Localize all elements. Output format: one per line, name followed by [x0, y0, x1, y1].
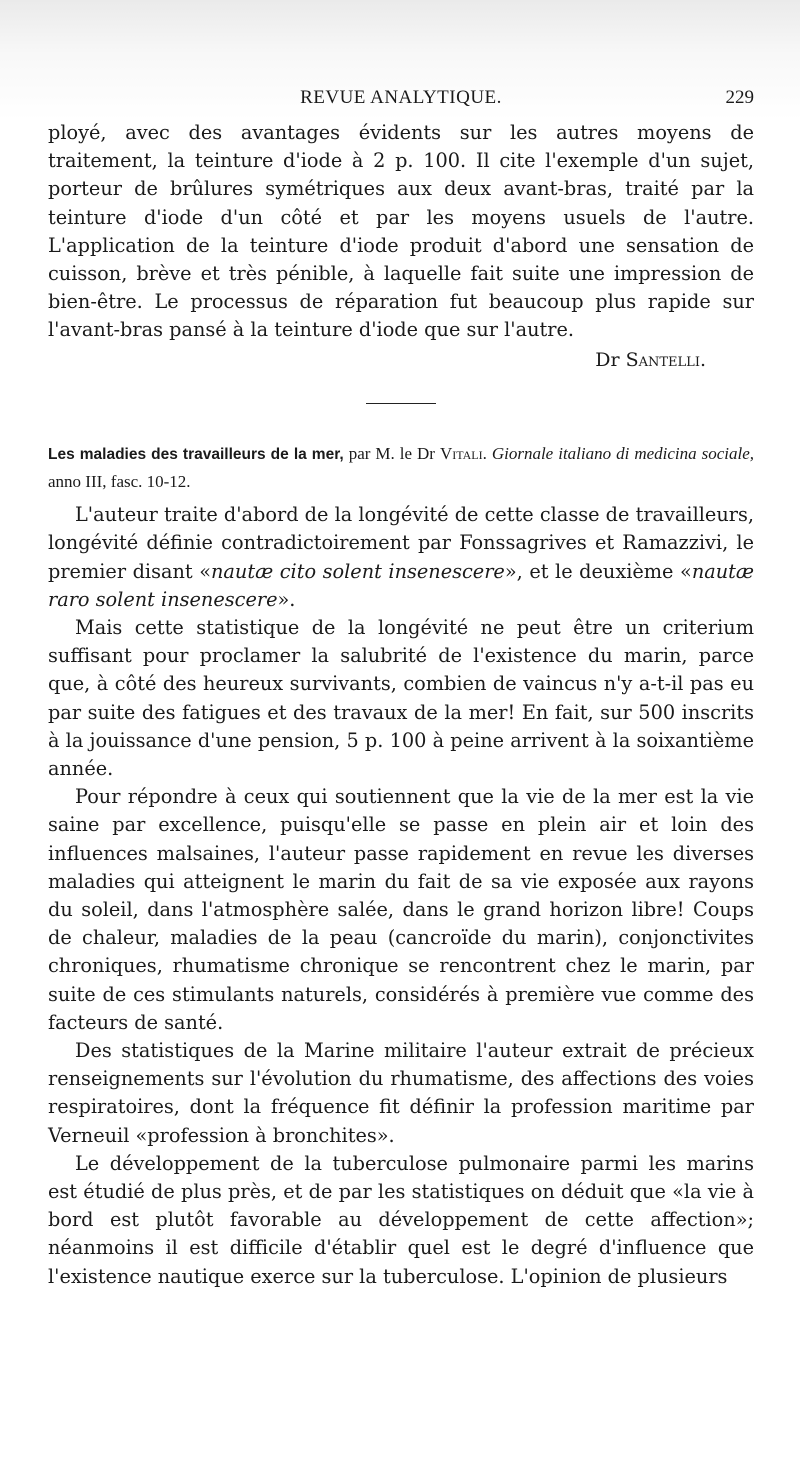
article-paragraph-4: Des statistiques de la Marine militaire l'auteur extrait de précieux renseignements sur l'évolution du rhumatisme, des affections des voies respiratoires, dont la fréquence fit définir la profession maritime par Verneuil «profession à bronchites».: [48, 1038, 754, 1147]
article-title: Les maladies des travailleurs de la mer,: [48, 446, 344, 464]
p1-latin-quote-2: nautæ raro solent insenescere: [48, 559, 755, 611]
p1-latin-quote-1: nautæ cito solent insenescere: [211, 559, 505, 583]
article-paragraph-1: [48, 501, 754, 614]
article-author-name: Vitali.: [439, 444, 487, 464]
previous-article-paragraph: ployé, avec des avantages évidents sur les autres moyens de traitement, la teinture d'iode à 2 p. 100. Il cite l'exemple d'un sujet, porteur de brûlures symétriques aux deux avant-bras, traité par la teinture d'iode d'un côté et par les moyens usuels de l'autre. L'application de la teinture d'iode produit d'abord une sensation de cuisson, brève et très pénible, à laquelle fait suite une impression de bien-être. Le processus de réparation fut beaucoup plus rapide sur l'avant-bras pansé à la teinture d'iode que sur l'autre.: [48, 121, 754, 342]
article-heading: [48, 440, 754, 495]
article-paragraph-5: Le développement de la tuberculose pulmonaire parmi les marins est étudié de plus près, et de par les statistiques on déduit que «la vie à bord est plutôt favorable au développement de cette affection»; néanmoins il est difficile d'établir quel est le degré d'influence que l'existence nautique exerce sur la tuberculose. L'opinion de plusieurs: [48, 1151, 754, 1288]
section-divider: [366, 403, 436, 405]
p1-end: ».: [277, 587, 296, 611]
article-paragraph-3: Pour répondre à ceux qui soutiennent que la vie de la mer est la vie saine par excellence, puisqu'elle se passe en plein air et loin des influences malsaines, l'auteur passe rapidement en revue les diverses maladies qui atteignent le marin du fait de sa vie exposée aux rayons du soleil, dans l'atmosphère salée, dans le grand horizon libre! Coups de chaleur, maladies de la peau (cancroïde du marin), conjonctivites chroniques, rhumatisme chronique se rencontrent chez le marin, par suite de ces stimulants naturels, considérés à première vue comme des facteurs de santé.: [48, 785, 754, 1034]
article-paragraph-2: Mais cette statistique de la longévité ne peut être un criterium suffisant pour proclamer la salubrité de l'existence du marin, parce que, à côté des heureux survivants, combien de vaincus n'y a-t-il pas eu par suite des fatigues et des travaux de la mer! En fait, sur 500 inscrits à la jouissance d'une pension, 5 p. 100 à peine arrivent à la soixantième année.: [48, 615, 754, 780]
running-title: REVUE ANALYTIQUE.: [300, 87, 502, 108]
page-number: 229: [725, 87, 754, 108]
signature: [48, 349, 754, 371]
article-citation: anno III, fasc. 10-12.: [48, 472, 191, 492]
running-head: [48, 85, 754, 119]
p1-start: L'auteur traite d'abord de la longévité de cette classe de travailleurs, longévité définie contradictoirement par Fonssagrives et Ramazzivi, le premier disant «: [48, 503, 754, 583]
article-journal: Giornale italiano di medicina sociale,: [491, 444, 755, 464]
signature-name: Santelli.: [625, 348, 706, 371]
signature-prefix: Dr: [595, 348, 620, 371]
article-author-prefix: par M. le Dr: [348, 444, 435, 464]
document-page: [48, 85, 754, 1291]
p1-mid: », et le deuxième «: [504, 559, 692, 583]
